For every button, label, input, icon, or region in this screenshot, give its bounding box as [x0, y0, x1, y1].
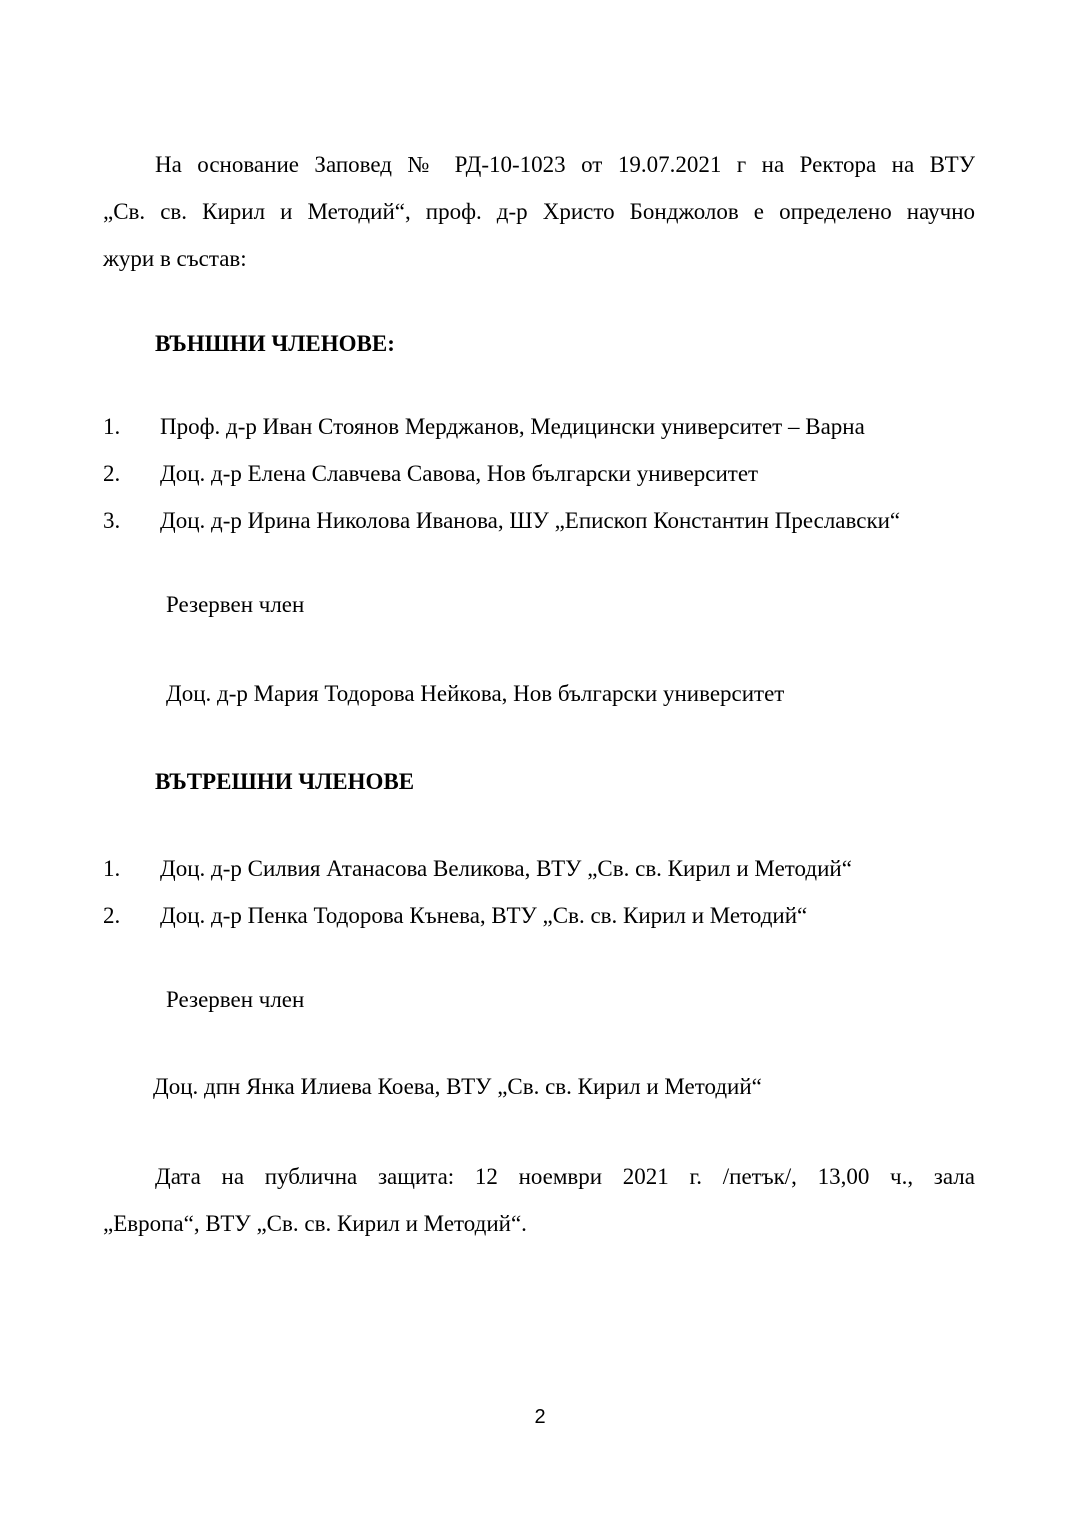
- item-number: 2.: [103, 903, 121, 928]
- item-text: Доц. д-р Елена Славчева Савова, Нов български университет: [160, 461, 759, 486]
- intro-line-2: „Св. св. Кирил и Методий“, проф. д-р Христо Бонджолов е определено научно: [103, 199, 975, 224]
- list-item: [103, 497, 977, 544]
- item-text: Доц. д-р Ирина Николова Иванова, ШУ „Епископ Константин Преславски“: [160, 508, 901, 533]
- reserve-member-external: Доц. д-р Мария Тодорова Нейкова, Нов български университет: [166, 681, 785, 706]
- item-number: 3.: [103, 508, 121, 533]
- item-text: Доц. д-р Силвия Атанасова Великова, ВТУ „Св. св. Кирил и Методий“: [160, 856, 852, 881]
- reserve-label-external: Резервен член: [166, 592, 305, 617]
- internal-members-list: [103, 845, 977, 939]
- defense-line-2: „Европа“, ВТУ „Св. св. Кирил и Методий“.: [103, 1211, 527, 1236]
- intro-line-1: На основание Заповед № РД-10-1023 от 19.07.2021 г на Ректора на ВТУ: [155, 152, 975, 177]
- list-item: [103, 450, 977, 497]
- list-item: [103, 892, 977, 939]
- item-number: 1.: [103, 414, 121, 439]
- list-item: [103, 845, 977, 892]
- intro-line-3: жури в състав:: [103, 246, 247, 271]
- item-text: Доц. д-р Пенка Тодорова Кънева, ВТУ „Св. св. Кирил и Методий“: [160, 903, 808, 928]
- list-item: [103, 403, 977, 450]
- item-text: Проф. д-р Иван Стоянов Мерджанов, Медицински университет – Варна: [160, 414, 865, 439]
- section-heading-external-members: ВЪНШНИ ЧЛЕНОВЕ:: [155, 331, 395, 356]
- page-number: 2: [534, 1406, 546, 1428]
- external-members-list: [103, 403, 977, 544]
- item-number: 2.: [103, 461, 121, 486]
- defense-line-1: Дата на публична защита: 12 ноември 2021 г. /петък/, 13,00 ч., зала: [155, 1164, 975, 1189]
- intro-paragraph: [103, 141, 975, 282]
- section-heading-internal-members: ВЪТРЕШНИ ЧЛЕНОВЕ: [155, 769, 415, 794]
- reserve-label-internal: Резервен член: [166, 987, 305, 1012]
- reserve-member-internal: Доц. дпн Янка Илиева Коева, ВТУ „Св. св. Кирил и Методий“: [153, 1074, 762, 1099]
- item-number: 1.: [103, 856, 121, 881]
- defense-date-paragraph: [103, 1153, 975, 1247]
